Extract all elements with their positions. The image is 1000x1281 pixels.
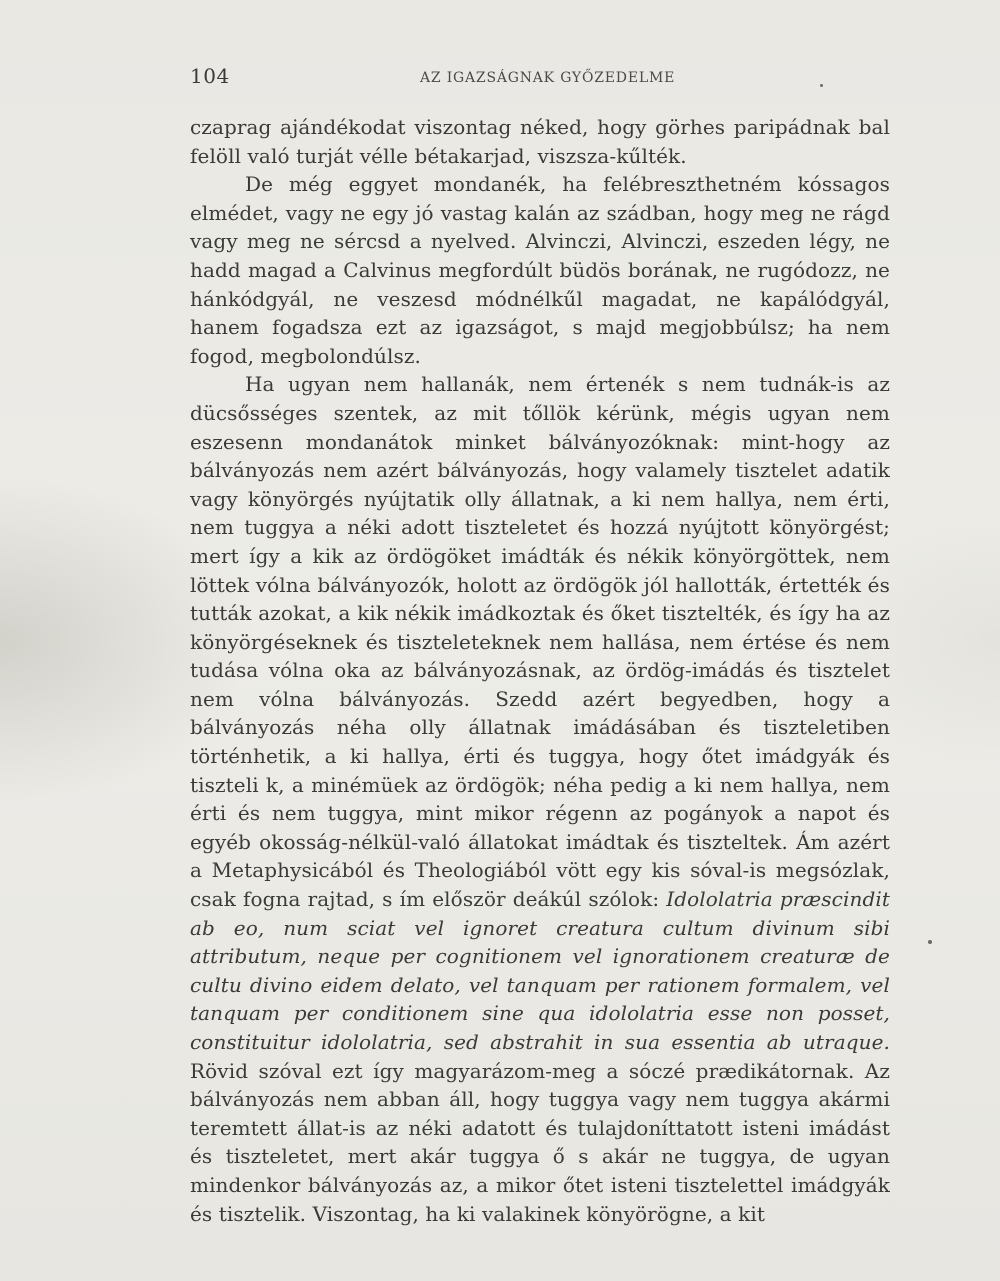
- paragraph-3-hungarian-a: Ha ugyan nem hallanák, nem értenék s nem tudnák-is az dücsősséges szentek, az mit tőllök kérünk, mégis ugyan nem eszesenn mondanátok minket bálványozóknak: mint-hogy az bálványozás nem azért bálványozás, hogy valamely tisztelet adatik vagy könyörgés nyújtatik olly állatnak, a ki nem hallya, nem érti, nem tuggya a néki adott tiszteletet és hozzá nyújtott könyörgést; mert így a kik az ördögöket imádták és nékik könyörgöttek, nem löttek vólna bálványozók, holott az ördögök jól hallották, értették és tutták azokat, a kik nékik imádkoztak és őket tisztelték, és így ha az könyörgéseknek és tiszteleteknek nem hallása, nem értése és nem tudása vólna oka az bálványozásnak, az ördög-imádás és tisztelet nem vólna bálványozás. Szedd azért begyedben, hogy a bálványozás néha olly állatnak imádásában és tiszteletiben történhetik, a ki hallya, érti és tuggya, hogy őtet imádgyák és tiszteli k, a minémüek az ördögök; néha pedig a ki nem hallya, nem érti és nem tuggya, mint mikor régenn az pogányok a napot és egyéb okosság-nélkül-való állatokat imádtak és tiszteltek. Ám azért a Metaphysicából és Theologiából vött egy kis sóval-is megsózlak, csak fogna rajtad, s ím először deákúl szólok:: [190, 372, 890, 912]
- ink-speck: [928, 940, 932, 944]
- body-text: [190, 113, 890, 1228]
- ink-speck: [820, 84, 823, 87]
- paragraph-2: De még eggyet mondanék, ha felébreszthetném kóssagos elmédet, vagy ne egy jó vastag kalán az szádban, hogy meg ne rágd vagy meg ne sércsd a nyelved. Alvinczi, Alvinczi, eszeden légy, ne hadd magad a Calvinus megfordúlt büdös borának, ne rugódozz, ne hánkódgyál, ne veszesd módnélkűl magadat, ne kapálódgyál, hanem fogadsza ezt az igazságot, s majd megjobbúlsz; ha nem fogod, megbolondúlsz.: [190, 172, 890, 368]
- latin-quotation: Idololatria præscindit ab eo, num sciat vel ignoret creatura cultum divinum sibi attributum, neque per cognitionem vel ignorationem creaturæ de cultu divino eidem delato, vel tanquam per rationem formalem, vel tanquam per conditionem sine qua idololatria esse non posset, constituitur idololatria, sed abstrahit in sua essentia ab utraque.: [190, 887, 890, 1054]
- running-head: AZ IGAZSÁGNAK GYŐZEDELME: [420, 70, 676, 86]
- paragraph-3: [190, 370, 890, 1228]
- page-header: [190, 64, 890, 92]
- paragraph-3-hungarian-b: Rövid szóval ezt így magyarázom-meg a sóczé prædikátornak. Az bálványozás nem abban áll, hogy tuggya vagy nem tuggya akármi teremtett állat-is az néki adatott és tulajdoníttatott isteni imádást és tiszteletet, mert akár tuggya ő s akár ne tuggya, de ugyan mindenkor bálványozás az, a mikor őtet isteni tisztelettel imádgyák és tisztelik. Viszontag, ha ki valakinek könyörögne, a kit: [190, 1058, 890, 1226]
- page-number: 104: [190, 64, 230, 88]
- paragraph-1: czaprag ajándékodat viszontag néked, hogy görhes paripádnak bal felöll való turját vélle bétakarjad, viszsza-kűlték.: [190, 115, 890, 168]
